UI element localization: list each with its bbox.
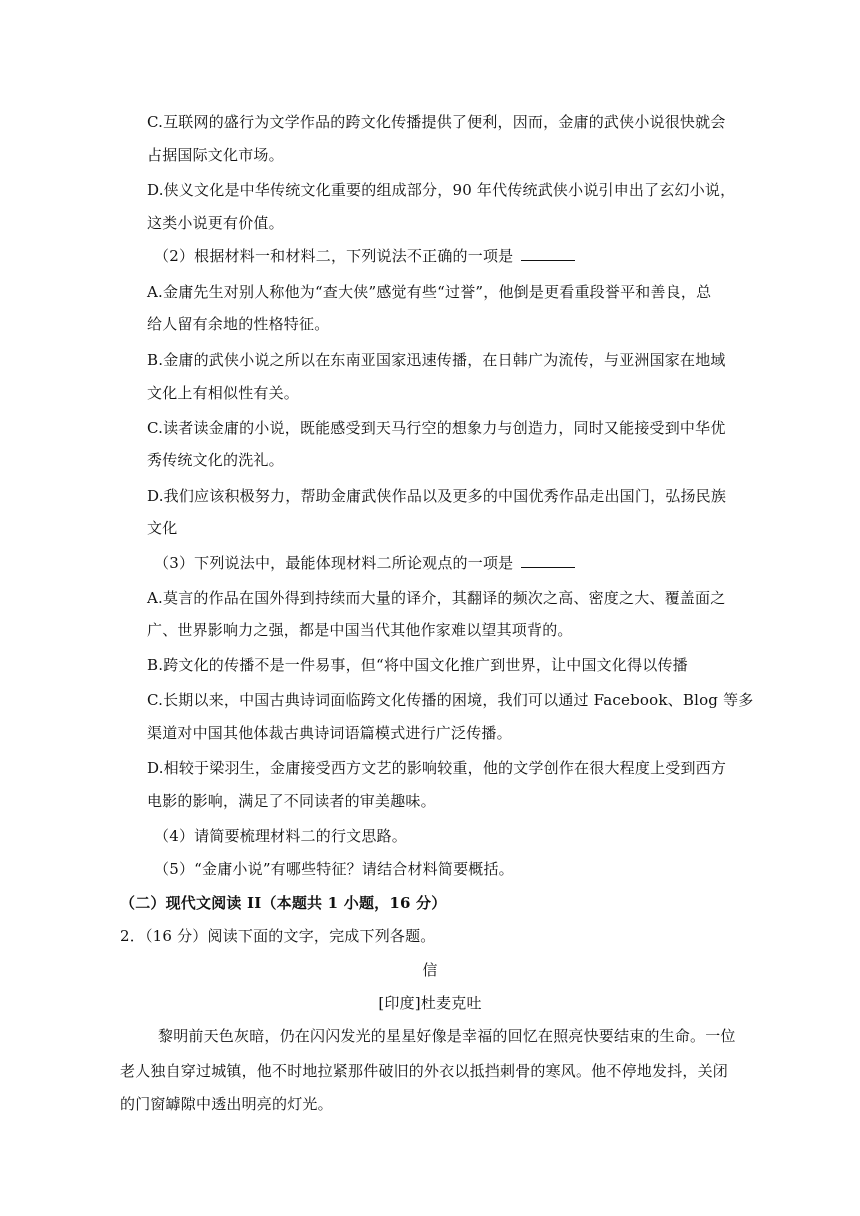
q3-option-c-line-2: 渠道对中国其他体裁古典诗词语篇模式进行广泛传播。 [147,724,512,742]
option-c-line-2: 占据国际文化市场。 [147,146,284,164]
question-2-prompt [154,246,575,266]
q2-option-d-line-2: 文化 [147,519,178,537]
q2-option-b-line-2: 文化上有相似性有关。 [147,384,300,402]
q2-option-a-line-2: 给人留有余地的性格特征。 [147,315,330,333]
q2-option-b-line-1: B.金庸的武侠小说之所以在东南亚国家迅速传播，在日韩广为流传，与亚洲国家在地域 [147,351,726,369]
story-paragraph-line-1: 黎明前天色灰暗，仍在闪闪发光的星星好像是幸福的回忆在照亮快要结束的生命。一位 [158,1027,736,1045]
story-paragraph-line-2: 老人独自穿过城镇，他不时地拉紧那件破旧的外衣以抵挡刺骨的寒风。他不停地发抖，关闭 [120,1062,729,1080]
option-d-line-1: D.侠义文化是中华传统文化重要的组成部分，90 年代传统武侠小说引申出了玄幻小说， [147,181,736,199]
question-2-text: （2）根据材料一和材料二，下列说法不正确的一项是 [154,247,514,265]
q2-option-a-line-1: A.金庸先生对别人称他为“查大侠”感觉有些“过誉”，他倒是更看重段誉平和善良，总 [147,283,712,301]
question-3-text: （3）下列说法中，最能体现材料二所论观点的一项是 [154,554,514,572]
question-3-prompt [154,553,575,573]
q3-option-a-line-2: 广、世界影响力之强，都是中国当代其他作家难以望其项背的。 [147,621,573,639]
q3-option-c-line-1: C.长期以来，中国古典诗词面临跨文化传播的困境，我们可以通过 Facebook、Blog 等多 [147,691,754,709]
answer-blank [521,553,575,568]
q2-option-c-line-1: C.读者读金庸的小说，既能感受到天马行空的想象力与创造力，同时又能接受到中华优 [147,419,726,437]
question-5: （5）“金庸小说”有哪些特征？请结合材料简要概括。 [154,860,514,878]
q2-option-d-line-1: D.我们应该积极努力，帮助金庸武侠作品以及更多的中国优秀作品走出国门，弘扬民族 [147,487,727,505]
section-heading: （二）现代文阅读 II（本题共 1 小题，16 分） [120,894,447,912]
story-title: 信 [422,961,438,979]
q3-option-d-line-1: D.相较于梁羽生，金庸接受西方文艺的影响较重，他的文学创作在很大程度上受到西方 [147,759,727,777]
option-d-line-2: 这类小说更有价值。 [147,214,284,232]
story-paragraph-line-3: 的门窗罅隙中透出明亮的灯光。 [120,1095,333,1113]
q3-option-d-line-2: 电影的影响，满足了不同读者的审美趣味。 [147,792,436,810]
question-4: （4）请简要梳理材料二的行文思路。 [154,827,407,845]
option-c-line-1: C.互联网的盛行为文学作品的跨文化传播提供了便利，因而，金庸的武侠小说很快就会 [147,113,726,131]
q3-option-a-line-1: A.莫言的作品在国外得到持续而大量的译介，其翻译的频次之高、密度之大、覆盖面之 [147,589,726,607]
story-author: [印度]杜麦克吐 [378,994,482,1012]
q3-option-b-line-1: B.跨文化的传播不是一件易事，但“将中国文化推广到世界，让中国文化得以传播 [147,656,688,674]
answer-blank [521,246,575,261]
question-number-2: 2．（16 分）阅读下面的文字，完成下列各题。 [120,927,436,945]
q2-option-c-line-2: 秀传统文化的洗礼。 [147,451,284,469]
